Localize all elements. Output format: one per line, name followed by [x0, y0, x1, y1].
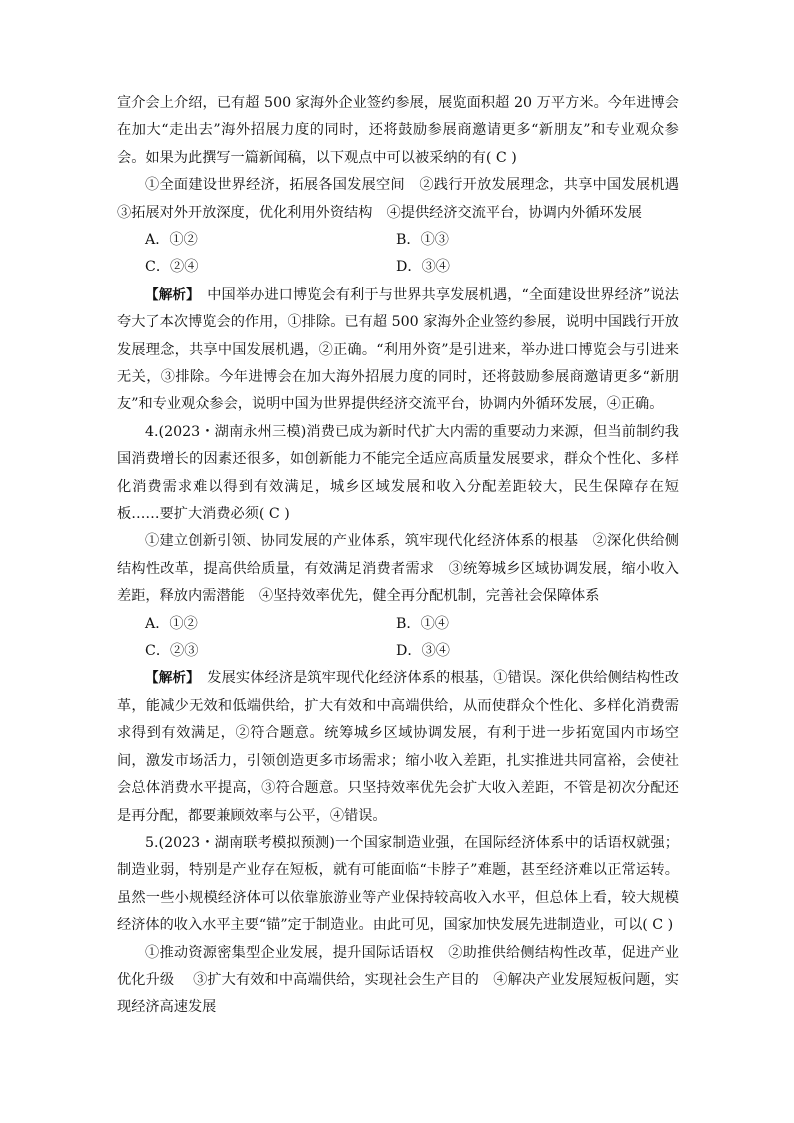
q4-stem: 4.(2023・湖南永州三模)消费已成为新时代扩大内需的重要动力来源，但当前制约我国消费增长的因素还很多，如创新能力不能完全适应高质量发展要求，群众个性化、多样化消费需求难以得到有效满足，城乡区域发展和收入分配差距较大，民生保障存在短板……要扩大消费必须( C ) [117, 423, 679, 523]
q4-statements: ①建立创新引领、协同发展的产业体系，筑牢现代化经济体系的根基 ②深化供给侧结构性改革，提高供给质量，有效满足消费者需求 ③统筹城乡区域协调发展，缩小收入差距，释放内需潜能 ④坚持效率优先，健全再分配机制，完善社会保障体系 [117, 533, 679, 605]
q3-option-c: C．②④ [145, 259, 199, 276]
q3-analysis-text: 中国举办进口博览会有利于与世界共享发展机遇，“全面建设世界经济”说法夸大了本次博览会的作用，①排除。已有超 500 家海外企业签约参展，说明中国践行开放发展理念，共享中国发展机遇，②正确。“利用外资”是引进来，举办进口博览会与引进来无关，③排除。今年进博会在加大海外招展力度的同时，还将鼓励参展商邀请更多“新朋友”和专业观众参会，说明中国为世界提供经济交流平台，协调内外循环发展，④正确。 [117, 286, 679, 413]
q4-options-row-2 [117, 638, 679, 665]
q4-option-a: A．①② [145, 615, 198, 632]
q3-analysis-tag: 【解析】 [145, 286, 193, 303]
q4-option-c: C．②③ [145, 643, 199, 660]
q4-analysis-tag: 【解析】 [145, 670, 194, 687]
q4-option-d: D．③④ [396, 643, 450, 660]
q4-option-b: B．①④ [396, 615, 449, 632]
q4-analysis [117, 665, 679, 829]
q3-statements: ①全面建设世界经济，拓展各国发展空间 ②践行开放发展理念，共享中国发展机遇 ③拓展对外开放深度，优化利用外资结构 ④提供经济交流平台，协调内外循环发展 [117, 177, 694, 221]
q3-option-b: B．①③ [396, 232, 449, 249]
q4-options-row-1 [117, 611, 679, 638]
q4-analysis-text: 发展实体经济是筑牢现代化经济体系的根基，①错误。深化供给侧结构性改革，能减少无效和低端供给，扩大有效和中高端供给，从而使群众个性化、多样化消费需求得到有效满足，②符合题意。统筹城乡区域协调发展，有利于进一步拓宽国内市场空间，激发市场活力，引领创造更多市场需求；缩小收入差距，扎实推进共同富裕，会使社会总体消费水平提高，③符合题意。只坚持效率优先会扩大收入差距，不管是初次分配还是再分配，都要兼顾效率与公平，④错误。 [117, 670, 679, 824]
q3-analysis [117, 282, 679, 419]
q3-stem: 宣介会上介绍，已有超 500 家海外企业签约参展，展览面积超 20 万平方米。今年进博会在加大“走出去”海外招展力度的同时，还将鼓励参展商邀请更多“新朋友”和专业观众参会。如果为此撰写一篇新闻稿，以下观点中可以被采纳的有( C ) [117, 95, 679, 166]
document-page [117, 90, 694, 1022]
q3-options-row-2 [117, 254, 679, 281]
q3-options-row-1 [117, 227, 679, 254]
q5-stem: 5.(2023・湖南联考模拟预测)一个国家制造业强，在国际经济体系中的话语权就强；制造业弱，特别是产业存在短板，就有可能面临“卡脖子”难题，甚至经济难以正常运转。虽然一些小规模经济体可以依靠旅游业等产业保持较高收入水平，但总体上看，较大规模经济体的收入水平主要“锚”定于制造业。由此可见，国家加快发展先进制造业，可以( C ) [117, 834, 679, 934]
q3-option-d: D．③④ [396, 259, 450, 276]
q3-option-a: A．①② [145, 232, 198, 249]
q5-statements: ①推动资源密集型企业发展，提升国际话语权 ②助推供给侧结构性改革，促进产业优化升级 ③扩大有效和中高端供给，实现社会生产目的 ④解决产业发展短板问题，实现经济高速发展 [117, 944, 679, 1016]
